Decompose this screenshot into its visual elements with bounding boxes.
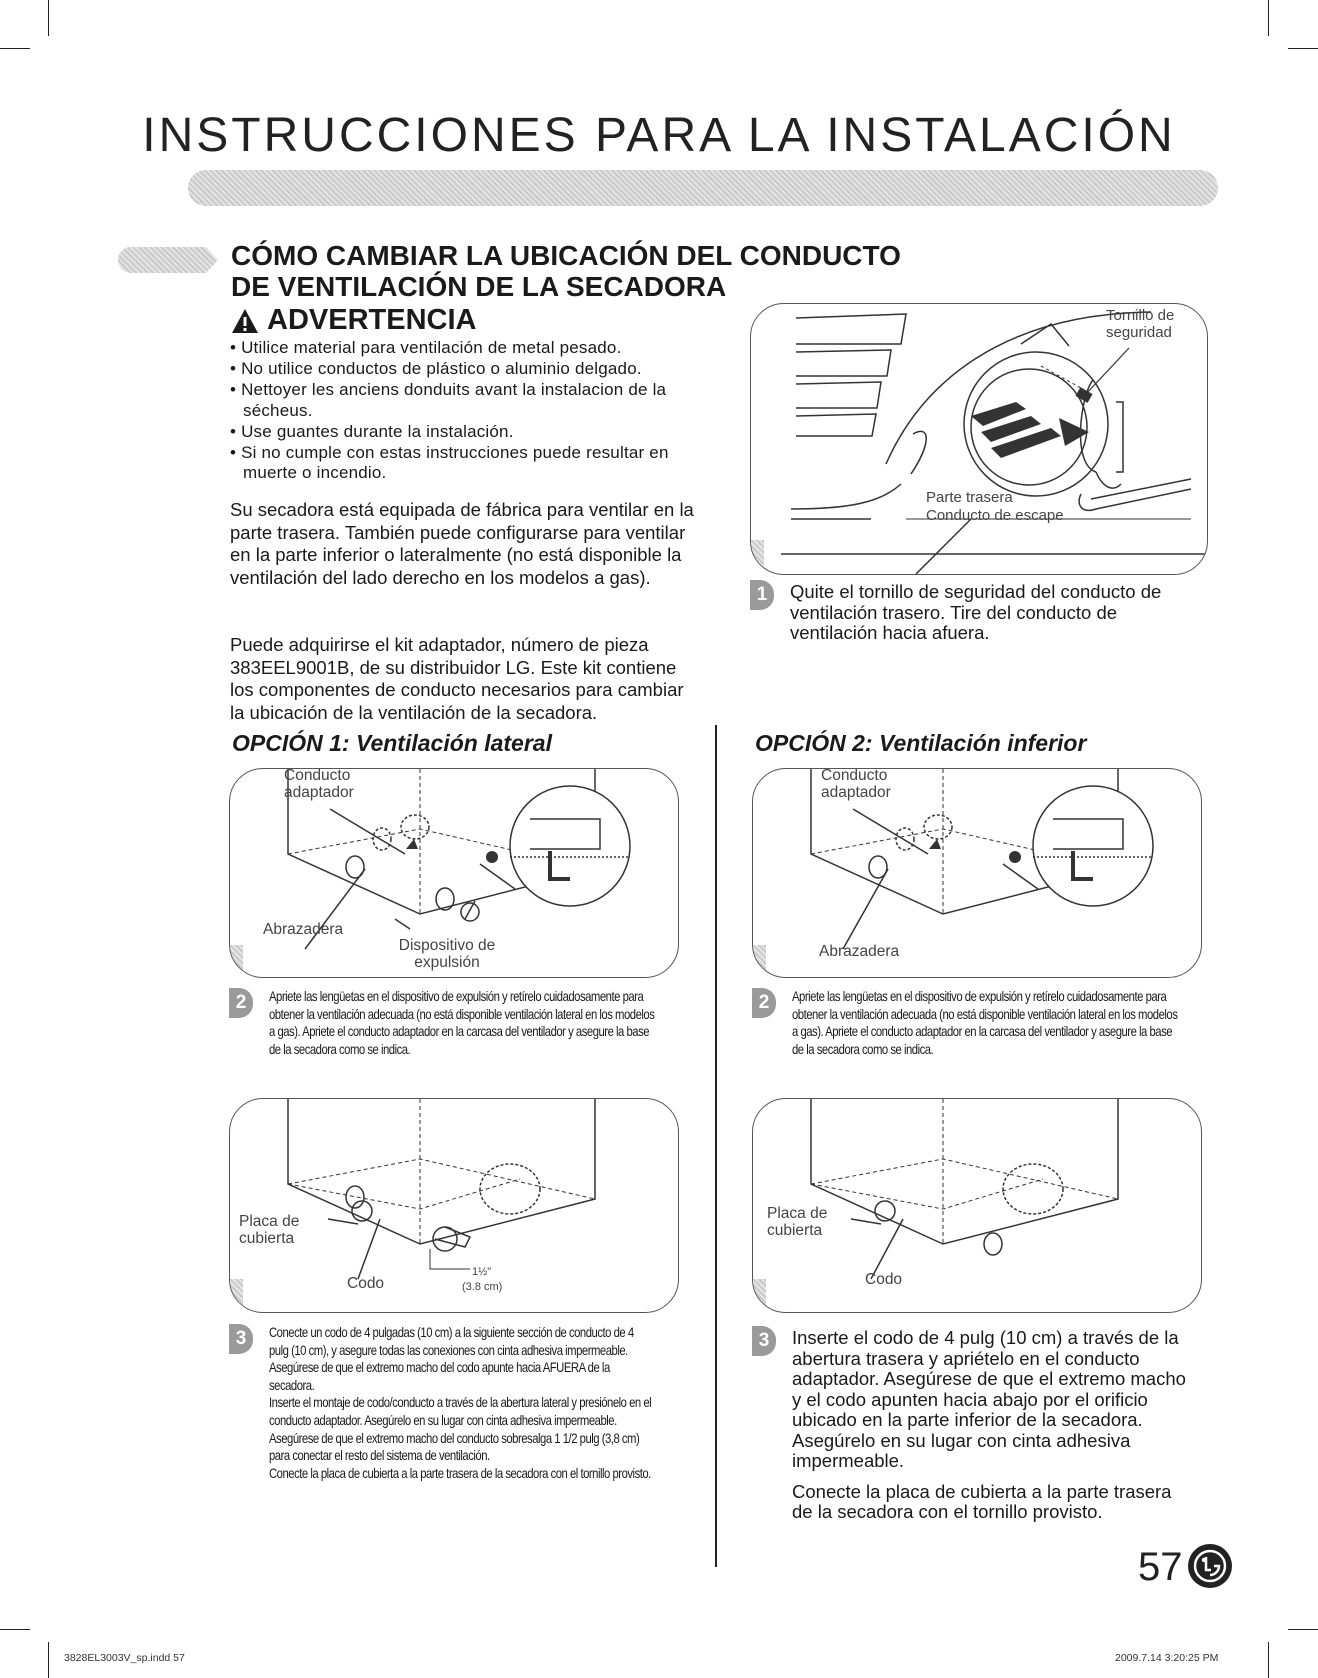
step-text: Apriete las lengüetas en el dispositivo de expulsión y retírelo cuidadosamente para obtener la ventilación adecuada (no está disponible ventilación lateral en los modelos a gas). Apriete el conducto adaptador en la carcasa del ventilador y asegure la base de la secadora como se indica. [269, 989, 655, 1057]
footer-timestamp: 2009.7.14 3:20:25 PM [1115, 1652, 1219, 1664]
option2-figure2 [752, 1098, 1202, 1313]
label-codo: Codo [865, 1271, 903, 1288]
step1-text: Quite el tornillo de seguridad del conducto de ventilación trasero. Tire del conducto de ventilación hacia afuera. [790, 581, 1162, 643]
crop-mark [1288, 48, 1318, 49]
step-bar [752, 945, 766, 978]
page-title: INSTRUCCIONES PARA LA INSTALACIÓN [142, 109, 1176, 162]
side-elbow-illustration [230, 1099, 679, 1313]
step1-figure [750, 303, 1208, 575]
exhaust-duct-illustration [751, 304, 1208, 575]
label-parte-trasera: Parte trasera [926, 489, 1013, 506]
crop-mark [48, 0, 49, 36]
title-band [188, 170, 1218, 206]
section-heading [231, 240, 901, 302]
crop-mark [48, 1642, 49, 1678]
crop-mark [1268, 0, 1269, 36]
lg-logo [1188, 1544, 1232, 1588]
warning-title [231, 304, 476, 337]
step-number-1: 1 [750, 580, 774, 610]
crop-mark [1268, 1642, 1269, 1678]
label-codo: Codo [347, 1275, 385, 1292]
warning-list [230, 338, 680, 484]
warning-item: • Si no cumple con estas instrucciones puede resultar en muerte o incendio. [230, 443, 680, 484]
intro-paragraph: Su secadora está equipada de fábrica para ventilar en la parte trasera. También puede configurarse para ventilar en la parte inferior o lateralmente (no está disponible la ventilación del lado derecho en los modelos a gas). [230, 499, 694, 588]
step-bar [752, 1279, 766, 1313]
option2-figure1 [752, 768, 1202, 978]
step-number-2: 2 [229, 988, 253, 1018]
option1-step2-text [269, 988, 728, 1058]
label-placa: Placa de cubierta [239, 1213, 300, 1247]
step-number-3: 3 [752, 1326, 776, 1356]
step-text: Inserte el montaje de codo/conducto a través de la abertura lateral y presiónelo en el conducto adaptador. Asegúrelo en su lugar con cinta adhesiva impermeable. [269, 1395, 652, 1428]
warning-item: • Use guantes durante la instalación. [230, 422, 680, 443]
crop-mark [0, 1629, 30, 1630]
crop-mark [0, 48, 30, 49]
warning-item: • Nettoyer les anciens donduits avant la instalacion de la sécheus. [230, 380, 680, 421]
step-bar [750, 540, 764, 575]
step-number-2: 2 [752, 988, 776, 1018]
step-text: Inserte el codo de 4 pulg (10 cm) a través de la abertura trasera y apriételo en el conducto adaptador. Asegúrese de que el extremo macho y el codo apunten hacia abajo por el orificio ubicado en la parte inferior de la secadora. Asegúrelo en su lugar con cinta adhesiva impermeable. [792, 1327, 1186, 1471]
option1-figure2 [229, 1098, 679, 1313]
step-text: Apriete las lengüetas en el dispositivo de expulsión y retírelo cuidadosamente para obtener la ventilación adecuada (no está disponible ventilación lateral en los modelos a gas). Apriete el conducto adaptador en la carcasa del ventilador y asegure la base de la secadora como se indica. [792, 989, 1178, 1057]
footer-file: 3828EL3003V_sp.indd 57 [64, 1652, 185, 1664]
step-text: Conecte un codo de 4 pulgadas (10 cm) a la siguiente sección de conducto de 4 pulg (10 cm), y asegure todas las conexiones con cinta adhesiva impermeable. Asegúrese de que el extremo macho del codo apunte hacia AFUERA de la secadora. [269, 1325, 634, 1393]
step-text: Asegúrese de que el extremo macho del conducto sobresalga 1 1/2 pulg (3,8 cm) para conectar el resto del sistema de ventilación. [269, 1430, 640, 1464]
lg-logo-icon [1188, 1544, 1232, 1588]
step-bar [229, 1279, 243, 1313]
crop-mark [1288, 1629, 1318, 1630]
warning-item: • Utilice material para ventilación de metal pesado. [230, 338, 680, 359]
step-bar [229, 945, 243, 978]
warning-label: ADVERTENCIA [267, 304, 477, 336]
step-text: Conecte la placa de cubierta a la parte trasera de la secadora con el tornillo provisto. [269, 1465, 651, 1481]
option2-title: OPCIÓN 2: Ventilación inferior [755, 730, 1087, 756]
intro-paragraph: Puede adquirirse el kit adaptador, número de pieza 383EEL9001B, de su distribuidor LG. Este kit contiene los componentes de conducto necesarios para cambiar la ubicación de la ventilación de la secadora. [230, 634, 684, 723]
label-dispositivo: Dispositivo de expulsión [398, 937, 496, 971]
label-measure: 1½" [472, 1266, 492, 1278]
option1-figure1 [229, 768, 679, 978]
label-placa: Placa de cubierta [767, 1205, 828, 1239]
section-heading-line1: CÓMO CAMBIAR LA UBICACIÓN DEL CONDUCTO [231, 240, 901, 271]
label-conducto: Conducto adaptador [284, 768, 354, 801]
step-number-3: 3 [229, 1324, 253, 1354]
warning-icon [231, 308, 259, 334]
label-measure-cm: (3.8 cm) [462, 1281, 503, 1293]
label-tornillo: Tornillo de seguridad [1106, 307, 1175, 341]
page-number: 57 [1138, 1545, 1183, 1589]
warning-item: • No utilice conductos de plástico o aluminio delgado. [230, 359, 680, 380]
label-abrazadera: Abrazadera [819, 943, 900, 960]
label-abrazadera: Abrazadera [263, 921, 344, 938]
logo-text [1232, 1544, 1233, 1545]
section-tab [118, 247, 218, 273]
option1-step3-text [269, 1324, 728, 1482]
option1-title: OPCIÓN 1: Ventilación lateral [232, 730, 552, 756]
label-conducto: Conducto adaptador [821, 768, 891, 801]
option2-step2-text [792, 988, 1251, 1058]
step-text: Conecte la placa de cubierta a la parte trasera de la secadora con el tornillo provisto. [792, 1480, 1172, 1522]
label-conducto-escape: Conducto de escape [926, 507, 1064, 524]
section-heading-line2: DE VENTILACIÓN DE LA SECADORA [231, 271, 727, 302]
option2-step3-text [792, 1328, 1192, 1523]
